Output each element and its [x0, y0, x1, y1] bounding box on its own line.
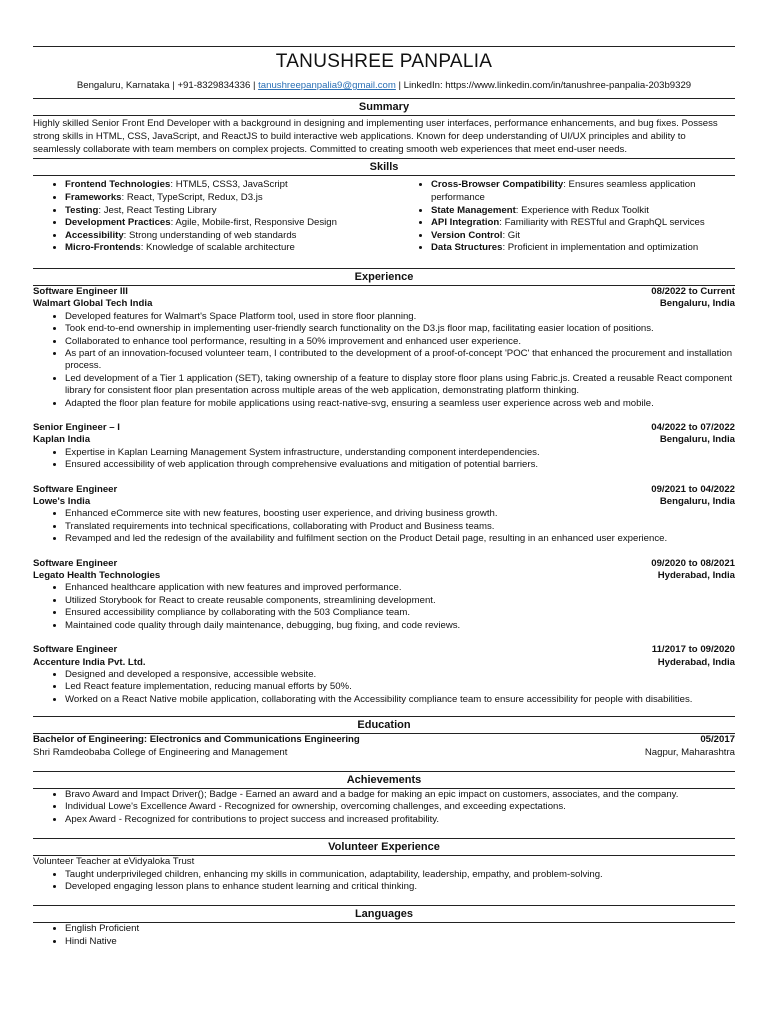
job-bullets — [33, 311, 735, 410]
job-bullet: • Led React feature implementation, reducing manual efforts by 50%. — [65, 681, 735, 693]
summary-text: Highly skilled Senior Front End Developer with a background in designing and implementing user interfaces, performance enhancements, and bug fixes. Possess strong skills in HTML, CSS, JavaScript, and ReactJS to build interactive web applications. Known for deep understanding of UI/UX principles and ability to seamlessly collaborate with team members on complex projects. Committed to creating smooth web experiences that meet end-user needs. — [33, 118, 718, 155]
contact-suffix: | LinkedIn: https://www.linkedin.com/in/tanushree-panpalia-203b9329 — [395, 80, 692, 91]
skill-value: : Familiarity with RESTful and GraphQL services — [499, 217, 705, 229]
skill-item — [431, 179, 735, 204]
education-degree-row — [33, 734, 735, 746]
skill-label: Frameworks — [65, 191, 122, 203]
volunteer-heading: Volunteer Experience — [328, 841, 440, 854]
job-entry — [33, 546, 735, 632]
job-gap — [33, 472, 735, 484]
languages-heading: Languages — [354, 908, 414, 921]
job-dates: 09/2020 to 08/2021 — [651, 557, 735, 569]
job-bullet: • Maintained code quality through daily maintenance, debugging, bug fixing, and code reviews. — [65, 620, 735, 632]
contact-line — [33, 80, 735, 92]
skill-item — [65, 192, 399, 205]
skill-label: Frontend Technologies — [65, 179, 171, 191]
skill-item — [65, 179, 399, 192]
job-bullet: • Translated requirements into technical specifications, collaborating with Product and Business teams. — [65, 521, 735, 533]
job-company: Lowe's India — [33, 496, 91, 508]
skill-value: : Git — [502, 229, 521, 241]
skills-heading: Skills — [369, 161, 399, 174]
job-location: Bengaluru, India — [659, 298, 735, 310]
volunteer-item: • Developed engaging lesson plans to enhance student learning and critical thinking. — [65, 881, 735, 893]
job-bullets — [33, 669, 735, 706]
job-bullet: • Ensured accessibility compliance by collaborating with the 503 Compliance team. — [65, 607, 735, 619]
education-school: Shri Ramdeobaba College of Engineering and Management — [33, 746, 288, 758]
job-company: Kaplan India — [33, 434, 91, 446]
skill-label: API Integration — [431, 217, 500, 229]
skill-label: Accessibility — [65, 229, 124, 241]
job-bullets — [33, 447, 735, 472]
job-dates: 04/2022 to 07/2022 — [651, 422, 735, 434]
job-entry — [33, 472, 735, 546]
job-bullet: • Collaborated to enhance tool performance, resulting in a 50% improvement and enhanced user experience. — [65, 336, 735, 348]
job-company: Legato Health Technologies — [33, 570, 161, 582]
achievement-item: • Individual Lowe's Excellence Award - Recognized for ownership, overcoming challenges, and exceeding expectations. — [65, 801, 735, 813]
job-bullet: • Took end-to-end ownership in implementing user-friendly search functionality on the D3.js floor map, facilitating easier location of positions. — [65, 323, 735, 335]
job-location: Bengaluru, India — [659, 434, 735, 446]
job-gap — [33, 632, 735, 644]
skills-list — [33, 179, 735, 255]
skill-item — [431, 217, 735, 230]
job-role-row — [33, 422, 735, 434]
job-bullet: • Developed features for Walmart's Space Platform tool, used in store floor planning. — [65, 311, 735, 323]
job-role-row — [33, 484, 735, 496]
summary-rule-bottom — [33, 115, 735, 116]
job-bullet: • As part of an innovation-focused volunteer team, I contributed to the development of a proof-of-concept 'POC' that enhanced the procurement and installation process. — [65, 348, 735, 373]
achievement-item: • Bravo Award and Impact Driver(); Badge - Earned an award and a badge for making an epic impact on customers, associates, and the company. — [65, 789, 735, 801]
job-company-row — [33, 434, 735, 446]
job-role-row — [33, 558, 735, 570]
job-company-row — [33, 496, 735, 508]
job-dates: 09/2021 to 04/2022 — [651, 483, 735, 495]
job-company-row — [33, 570, 735, 582]
job-dates: 08/2022 to Current — [651, 285, 735, 297]
skill-label: Data Structures — [431, 242, 503, 254]
candidate-name: TANUSHREE PANPALIA — [275, 51, 493, 72]
job-bullet: • Utilized Storybook for React to create reusable components, streamlining development. — [65, 595, 735, 607]
job-gap — [33, 410, 735, 422]
job-role: Software Engineer — [33, 483, 118, 495]
skills-left-column — [33, 179, 399, 255]
volunteer-role: Volunteer Teacher at eVidyaloka Trust — [33, 856, 195, 868]
skill-label: Version Control — [431, 229, 503, 241]
job-bullet: • Revamped and led the redesign of the availability and fulfilment section on the Product Detail page, resulting in an enhanced user experience. — [65, 533, 735, 545]
skill-label: State Management — [431, 204, 516, 216]
job-company: Accenture India Pvt. Ltd. — [33, 656, 146, 668]
education-degree: Bachelor of Engineering: Electronics and Communications Engineering — [33, 734, 360, 746]
skill-value: : Ensures seamless application performance — [431, 179, 696, 203]
skill-value: : Agile, Mobile-first, Responsive Design — [170, 217, 337, 229]
summary-heading: Summary — [358, 101, 410, 113]
job-location: Hyderabad, India — [657, 570, 735, 582]
skill-label: Cross-Browser Compatibility — [431, 179, 564, 191]
job-role: Senior Engineer – I — [33, 422, 120, 434]
skill-value: : Proficient in implementation and optimization — [502, 242, 699, 254]
contact-prefix: Bengaluru, Karnataka | +91-8329834336 | — [76, 80, 259, 91]
volunteer-list — [33, 869, 735, 894]
skill-item — [65, 230, 399, 243]
skill-value: : React, TypeScript, Redux, D3.js — [121, 191, 263, 203]
skill-label: Micro-Frontends — [65, 242, 141, 254]
skill-value: : Experience with Redux Toolkit — [515, 204, 649, 216]
skill-item — [65, 217, 399, 230]
resume-page — [33, 46, 735, 948]
job-role: Software Engineer — [33, 644, 118, 656]
job-entry — [33, 410, 735, 472]
job-gap — [33, 546, 735, 558]
language-item: • English Proficient — [65, 923, 735, 935]
achievement-item: • Apex Award - Recognized for contributions to project success and increased profitability. — [65, 814, 735, 826]
job-bullets — [33, 508, 735, 545]
education-school-row — [33, 747, 735, 759]
job-role: Software Engineer — [33, 557, 118, 569]
job-bullet: • Expertise in Kaplan Learning Management System infrastructure, understanding component interdependencies. — [65, 447, 735, 459]
job-role-row — [33, 286, 735, 298]
education-date: 05/2017 — [700, 734, 735, 746]
experience-heading: Experience — [354, 270, 414, 283]
job-bullet: • Adapted the floor plan feature for mobile applications using react-native-svg, ensuring a seamless user experience across web and mobile. — [65, 398, 735, 410]
education-heading: Education — [357, 719, 411, 732]
skill-value: : Jest, React Testing Library — [98, 204, 217, 216]
job-location: Bengaluru, India — [659, 496, 735, 508]
job-bullet: • Designed and developed a responsive, accessible website. — [65, 669, 735, 681]
skills-right-column — [399, 179, 735, 255]
skill-item — [431, 242, 735, 255]
job-bullets — [33, 582, 735, 632]
job-entry — [33, 286, 735, 410]
experience-list — [33, 286, 735, 706]
skill-value: : Strong understanding of web standards — [123, 229, 297, 241]
education-location: Nagpur, Maharashtra — [644, 746, 735, 758]
skill-item — [431, 230, 735, 243]
achievements-heading: Achievements — [346, 773, 422, 786]
job-dates: 11/2017 to 09/2020 — [651, 644, 735, 656]
job-company-row — [33, 298, 735, 310]
skill-item — [65, 205, 399, 218]
job-bullet: • Enhanced eCommerce site with new features, boosting user experience, and driving business growth. — [65, 508, 735, 520]
job-role: Software Engineer III — [33, 285, 128, 297]
job-company-row — [33, 657, 735, 669]
volunteer-item: • Taught underprivileged children, enhancing my skills in communication, adaptability, leadership, empathy, and problem-solving. — [65, 869, 735, 881]
job-bullet: • Enhanced healthcare application with new features and improved performance. — [65, 582, 735, 594]
job-entry — [33, 632, 735, 706]
job-location: Hyderabad, India — [657, 656, 735, 668]
skill-value: : Knowledge of scalable architecture — [140, 242, 295, 254]
skill-label: Testing — [65, 204, 99, 216]
job-bullet: • Worked on a React Native mobile application, collaborating with the Accessibility compliance team to ensure accessibility for people with disabilities. — [65, 694, 735, 706]
skills-rule-bottom — [33, 175, 735, 176]
email-link[interactable]: tanushreepanpalia9@gmail.com — [258, 80, 396, 91]
job-bullet: • Led development of a Tier 1 application (SET), taking ownership of a feature to display store floor plans using Fabric.js. Created a reusable React component library for consistent floor plan presentation across multiple areas of the web application, demonstrating platform thinking. — [65, 373, 735, 398]
job-role-row — [33, 644, 735, 656]
skill-value: : HTML5, CSS3, JavaScript — [170, 179, 288, 191]
skill-item — [65, 242, 399, 255]
skill-item — [431, 205, 735, 218]
language-item: • Hindi Native — [65, 936, 735, 948]
achievements-list — [33, 789, 735, 826]
skill-label: Development Practices — [65, 217, 171, 229]
job-company: Walmart Global Tech India — [33, 298, 153, 310]
job-bullet: • Ensured accessibility of web application through comprehensive evaluations and mitigation of potential barriers. — [65, 459, 735, 471]
top-rule — [33, 46, 735, 47]
languages-list — [33, 923, 735, 948]
